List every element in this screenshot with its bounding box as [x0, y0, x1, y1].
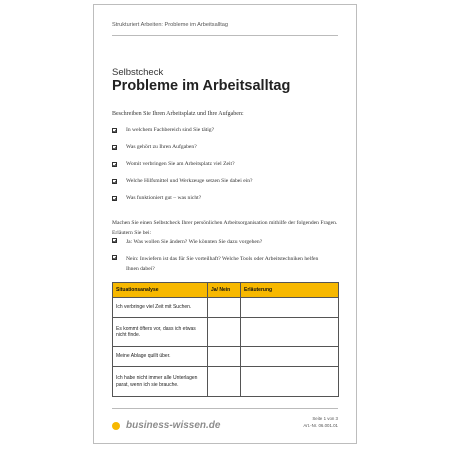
yes-no-cell — [208, 318, 241, 347]
logo-dot-icon — [112, 422, 120, 430]
header-divider — [112, 35, 338, 36]
guidance-text: Nein: Inwiefern ist das für Sie vorteilhaft? Welche Tools oder Arbeitstechniken helfen Ihnen dabei? — [126, 256, 319, 273]
checkbox-checked-icon — [112, 196, 117, 201]
table-row — [113, 298, 339, 318]
list-item — [112, 237, 338, 254]
situation-table — [112, 282, 339, 397]
explanation-cell — [241, 367, 339, 397]
question-text: Was gehört zu Ihren Aufgaben? — [126, 144, 197, 150]
guidance-text: Ja: Was wollen Sie ändern? Wie könnten Sie dazu vorgehen? — [126, 239, 263, 245]
checkbox-checked-icon — [112, 128, 117, 133]
document-page — [93, 4, 357, 444]
footer-divider — [112, 408, 338, 409]
page-number: Seite 1 von 3 — [312, 416, 338, 421]
question-text: Womit verbringen Sie am Arbeitsplatz viel Zeit? — [126, 161, 235, 167]
brand-logo — [112, 420, 220, 431]
column-header: Erläuterung — [241, 283, 339, 298]
explanation-cell — [241, 298, 339, 318]
table-row — [113, 347, 339, 367]
explanation-cell — [241, 318, 339, 347]
page-title: Probleme im Arbeitsalltag — [112, 78, 291, 94]
list-item — [112, 254, 338, 284]
intro-text: Beschreiben Sie Ihren Arbeitsplatz und Ihre Aufgaben: — [112, 111, 244, 117]
list-item — [112, 161, 338, 178]
yes-no-cell — [208, 347, 241, 367]
checkbox-checked-icon — [112, 145, 117, 150]
table-header-row — [113, 283, 339, 298]
explanation-cell — [241, 347, 339, 367]
table-row — [113, 318, 339, 347]
question-text: Was funktioniert gut – was nicht? — [126, 195, 202, 201]
article-number: Art.-Nr. 06.001.01 — [303, 422, 338, 428]
checkbox-checked-icon — [112, 255, 117, 260]
yes-no-cell — [208, 298, 241, 318]
situation-cell: Ich verbringe viel Zeit mit Suchen. — [113, 298, 208, 318]
selfcheck-instructions: Machen Sie einen Selbstcheck Ihrer persönlichen Arbeitsorganisation mithilfe der folgenden Fragen. Erläutern Sie bei: — [112, 220, 338, 236]
list-item — [112, 195, 338, 212]
situation-cell: Es kommt öfters vor, dass ich etwas nicht finde. — [113, 318, 208, 347]
question-list — [112, 127, 338, 212]
list-item — [112, 127, 338, 144]
logo-text: business-wissen.de — [126, 420, 221, 431]
question-text: In welchem Fachbereich sind Sie tätig? — [126, 127, 215, 133]
answer-guidance-list — [112, 237, 338, 284]
situation-cell: Meine Ablage quillt über. — [113, 347, 208, 367]
checkbox-checked-icon — [112, 238, 117, 243]
yes-no-cell — [208, 367, 241, 397]
table-row — [113, 367, 339, 397]
checkbox-checked-icon — [112, 179, 117, 184]
situation-cell: Ich habe nicht immer alle Unterlagen parat, wenn ich sie brauche. — [113, 367, 208, 397]
question-text: Welche Hilfsmittel und Werkzeuge setzen Sie dabei ein? — [126, 178, 253, 184]
column-header: Ja/ Nein — [208, 283, 241, 298]
list-item — [112, 178, 338, 195]
list-item — [112, 144, 338, 161]
page-kicker: Selbstcheck — [112, 67, 164, 78]
checkbox-checked-icon — [112, 162, 117, 167]
column-header: Situationsanalyse — [113, 283, 208, 298]
running-header: Strukturiert Arbeiten: Probleme im Arbeitsalltag — [112, 22, 228, 28]
page-info — [303, 416, 338, 429]
